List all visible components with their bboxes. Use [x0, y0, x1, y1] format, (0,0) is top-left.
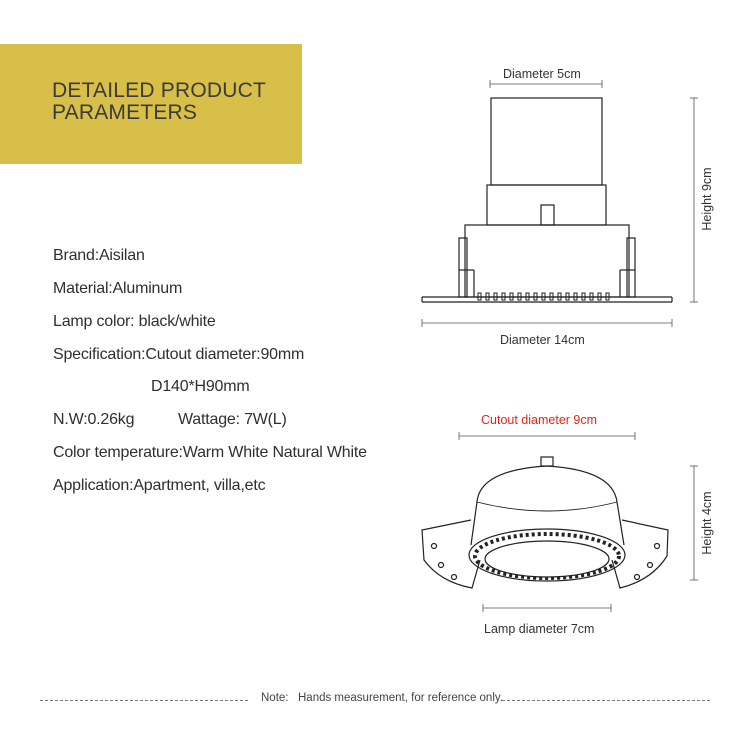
- side-view-drawing: [422, 80, 698, 327]
- footer-note-text: Hands measurement, for reference only.: [298, 692, 503, 704]
- label-bottom-height: Height 4cm: [700, 491, 714, 555]
- spec-net-weight: N.W:0.26kg: [53, 411, 135, 428]
- spec-color-temperature: Color temperature:Warm White Natural White: [53, 444, 367, 461]
- footer-divider-left: [40, 700, 248, 701]
- label-lamp-diameter: Lamp diameter 7cm: [484, 622, 595, 636]
- spec-application: Application:Apartment, villa,etc: [53, 477, 266, 494]
- label-cutout-diameter: Cutout diameter 9cm: [481, 413, 598, 427]
- spec-lamp-color: Lamp color: black/white: [53, 313, 216, 330]
- perspective-view-drawing: [422, 432, 698, 612]
- footer-divider-right: [502, 700, 710, 701]
- spec-specification: Specification:Cutout diameter:90mm: [53, 346, 305, 363]
- label-top-diameter: Diameter 5cm: [503, 67, 581, 81]
- footer-note: [0, 692, 750, 708]
- spec-material: Material:Aluminum: [53, 280, 183, 297]
- label-bottom-diameter: Diameter 14cm: [500, 333, 585, 347]
- spec-dimensions: D140*H90mm: [151, 378, 250, 395]
- page-title-line-1: DETAILED PRODUCT: [52, 79, 266, 102]
- page-title-line-2: PARAMETERS: [52, 101, 198, 124]
- label-top-height: Height 9cm: [700, 167, 714, 231]
- footer-note-label: Note:: [261, 692, 289, 704]
- spec-wattage: Wattage: 7W(L): [178, 411, 287, 428]
- spec-brand: Brand:Aisilan: [53, 247, 145, 264]
